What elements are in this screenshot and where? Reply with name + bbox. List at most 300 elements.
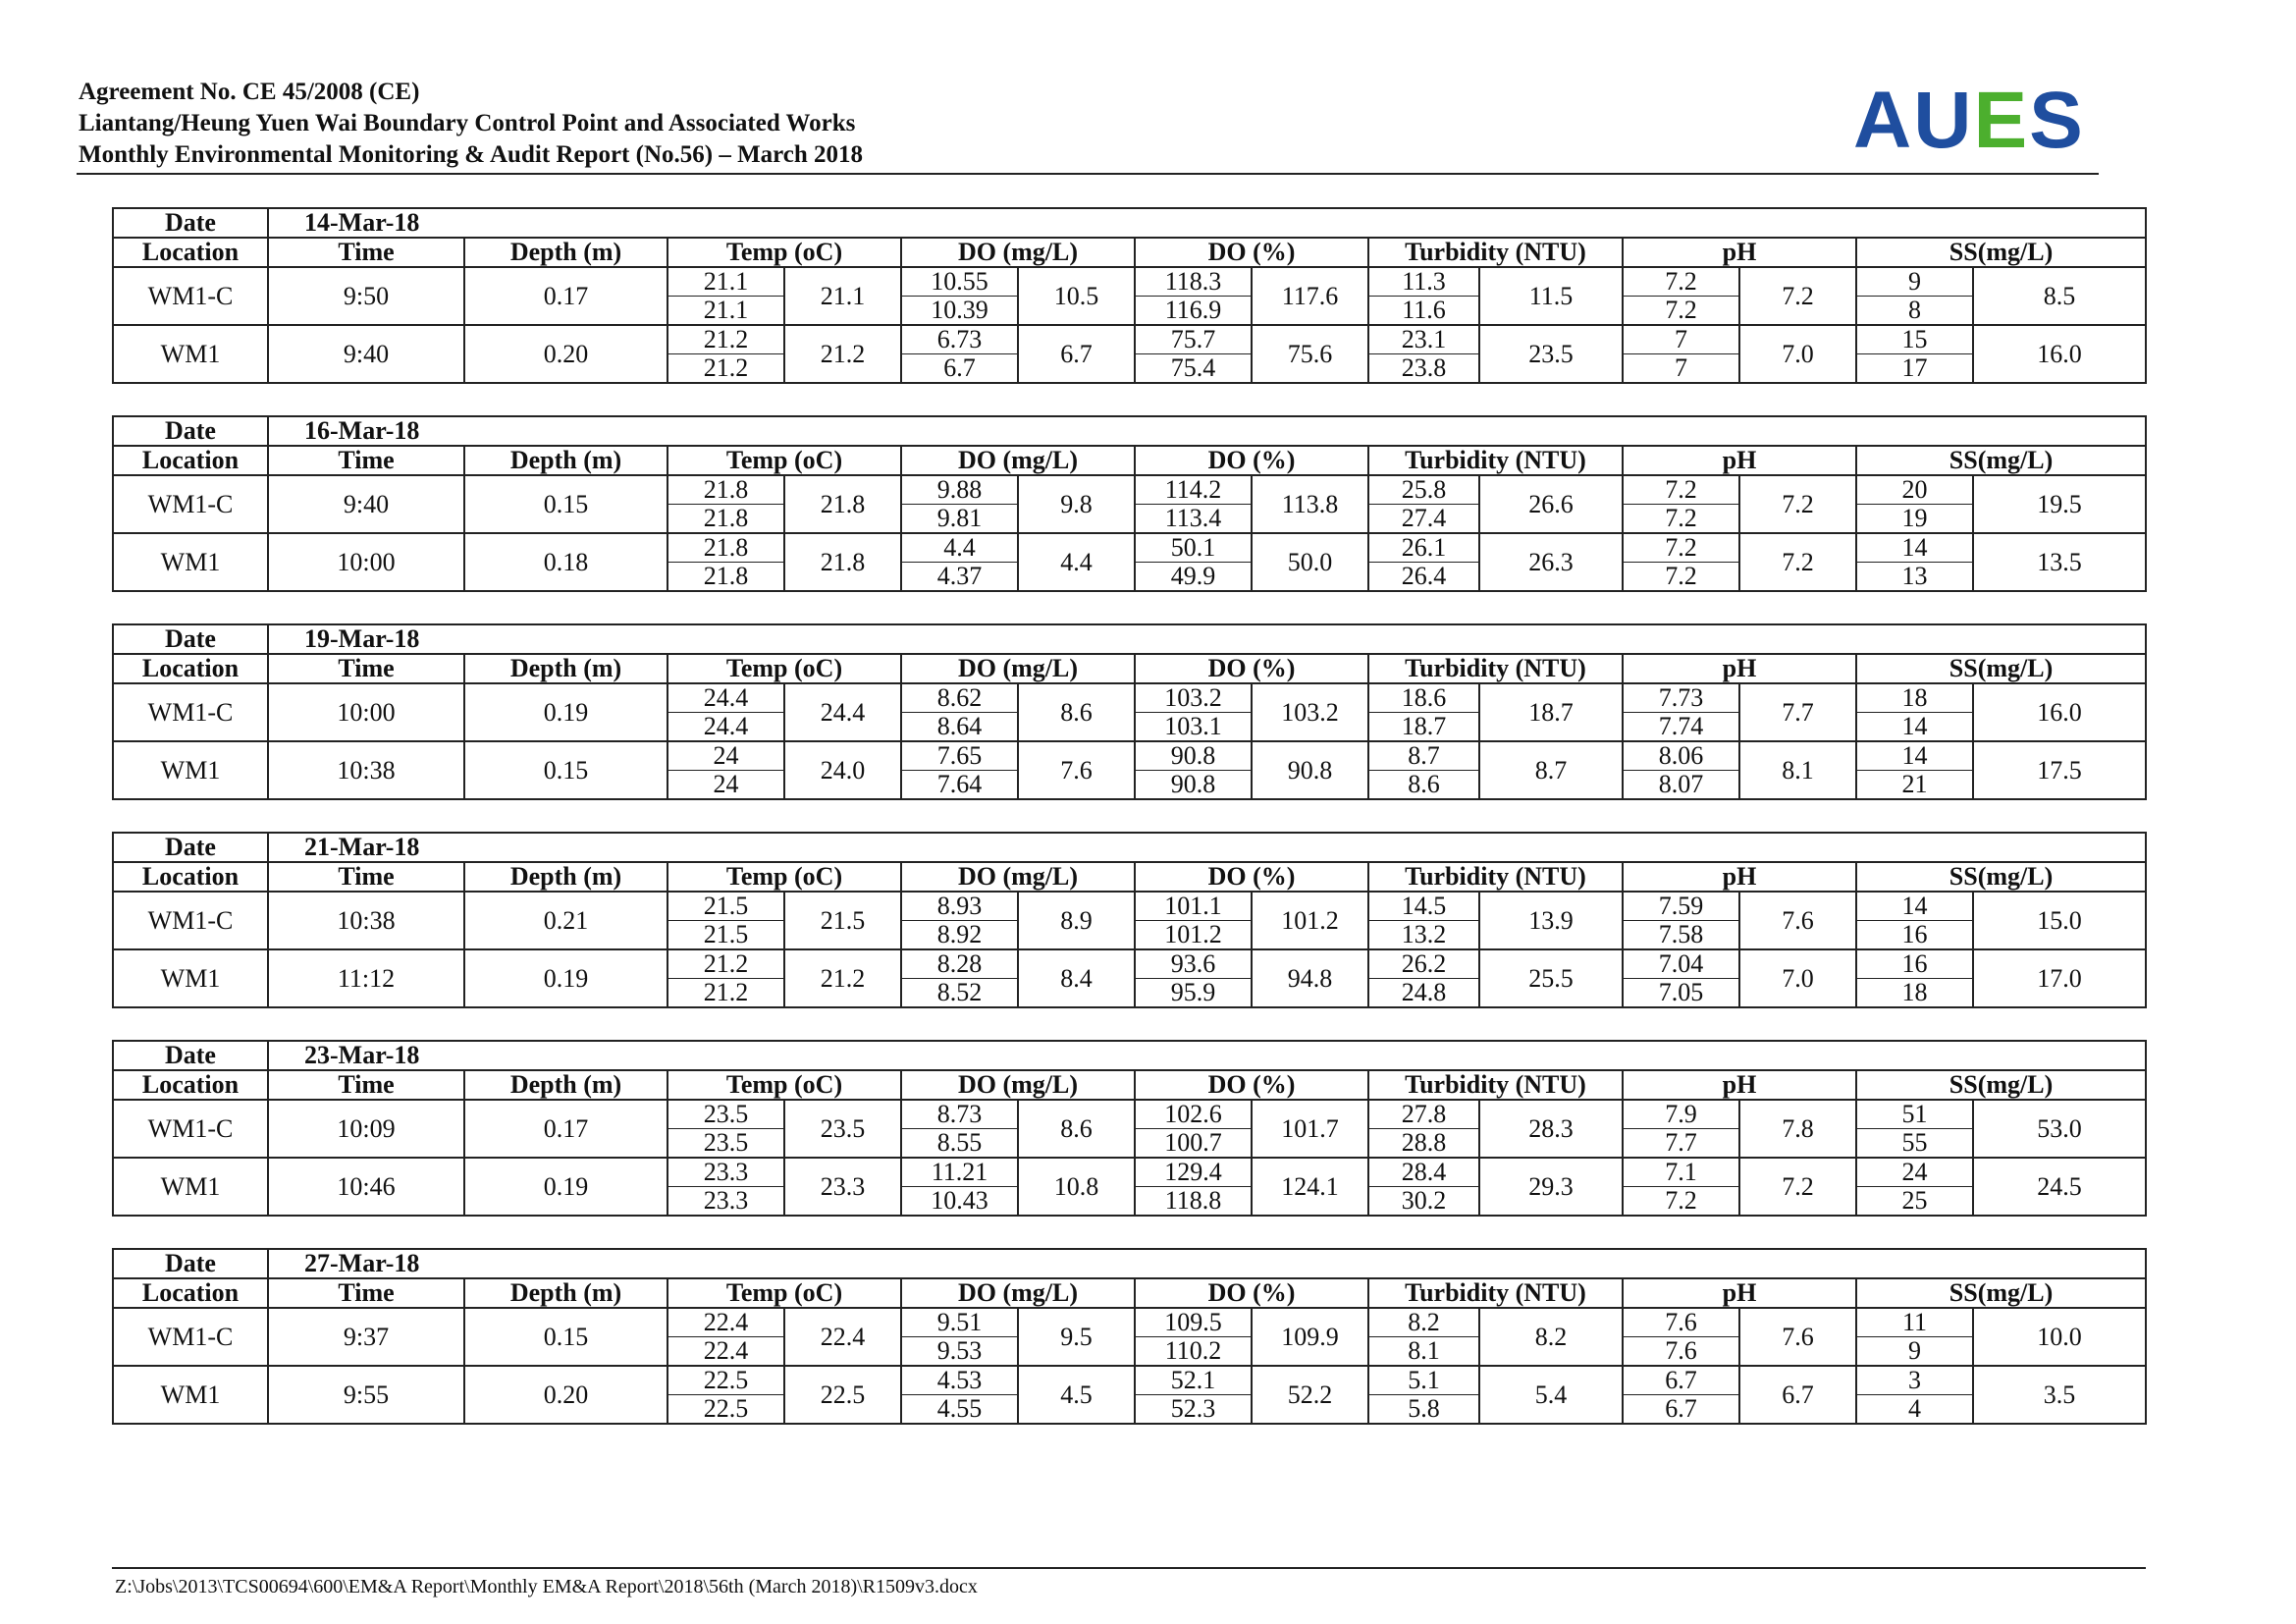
date-label: Date xyxy=(113,1249,268,1278)
turbidity-reading-1: 26.1 xyxy=(1368,533,1479,563)
do-mgl-header: DO (mg/L) xyxy=(901,1070,1135,1100)
table-row xyxy=(113,267,2146,297)
location-cell: WM1 xyxy=(113,1366,268,1424)
location-cell: WM1 xyxy=(113,741,268,799)
do-mgl-reading-2: 7.64 xyxy=(901,771,1018,800)
depth-header: Depth (m) xyxy=(464,1070,667,1100)
temp-reading-1: 21.1 xyxy=(667,267,784,297)
ss-reading-2: 16 xyxy=(1856,921,1973,950)
ph-reading-2: 7.2 xyxy=(1623,563,1739,592)
turbidity-reading-1: 11.3 xyxy=(1368,267,1479,297)
column-header-row xyxy=(113,1278,2146,1308)
do-mgl-reading-1: 9.51 xyxy=(901,1308,1018,1337)
temp-reading-2: 21.8 xyxy=(667,563,784,592)
report-header xyxy=(79,77,2097,171)
time-cell: 10:38 xyxy=(268,892,464,949)
temp-reading-2: 21.8 xyxy=(667,505,784,534)
table-row xyxy=(113,475,2146,505)
table-row xyxy=(113,325,2146,354)
ph-reading-2: 6.7 xyxy=(1623,1395,1739,1425)
do-pct-average: 109.9 xyxy=(1252,1308,1368,1366)
ph-reading-1: 7.59 xyxy=(1623,892,1739,921)
ss-reading-2: 19 xyxy=(1856,505,1973,534)
ss-average: 16.0 xyxy=(1973,683,2146,741)
do-mgl-average: 9.5 xyxy=(1018,1308,1135,1366)
do-pct-average: 124.1 xyxy=(1252,1158,1368,1216)
footer-rule xyxy=(112,1567,2146,1569)
agreement-title: Agreement No. CE 45/2008 (CE) xyxy=(79,79,420,105)
do-pct-average: 50.0 xyxy=(1252,533,1368,591)
turbidity-reading-1: 8.2 xyxy=(1368,1308,1479,1337)
logo-text-s: S xyxy=(2029,76,2085,165)
location-header: Location xyxy=(113,862,268,892)
do-mgl-average: 4.5 xyxy=(1018,1366,1135,1424)
date-row-fill xyxy=(667,833,2146,862)
temp-reading-2: 21.2 xyxy=(667,354,784,384)
temp-reading-2: 21.2 xyxy=(667,979,784,1008)
date-row xyxy=(113,833,2146,862)
table-row xyxy=(113,1100,2146,1129)
do-pct-reading-1: 101.1 xyxy=(1135,892,1252,921)
ss-reading-2: 25 xyxy=(1856,1187,1973,1217)
ss-reading-2: 18 xyxy=(1856,979,1973,1008)
ph-average: 7.2 xyxy=(1739,533,1856,591)
ss-reading-1: 14 xyxy=(1856,892,1973,921)
do-mgl-average: 8.9 xyxy=(1018,892,1135,949)
do-mgl-average: 6.7 xyxy=(1018,325,1135,383)
do-pct-reading-2: 113.4 xyxy=(1135,505,1252,534)
date-row-fill xyxy=(667,416,2146,446)
ss-average: 16.0 xyxy=(1973,325,2146,383)
time-cell: 9:37 xyxy=(268,1308,464,1366)
turbidity-average: 26.6 xyxy=(1479,475,1623,533)
depth-cell: 0.17 xyxy=(464,267,667,325)
do-mgl-reading-2: 9.81 xyxy=(901,505,1018,534)
temp-reading-2: 21.5 xyxy=(667,921,784,950)
location-cell: WM1-C xyxy=(113,683,268,741)
ph-reading-2: 7.6 xyxy=(1623,1337,1739,1367)
temp-reading-2: 22.4 xyxy=(667,1337,784,1367)
temp-average: 22.5 xyxy=(784,1366,901,1424)
date-row xyxy=(113,624,2146,654)
depth-cell: 0.19 xyxy=(464,1158,667,1216)
ph-average: 7.8 xyxy=(1739,1100,1856,1158)
time-cell: 10:38 xyxy=(268,741,464,799)
do-pct-header: DO (%) xyxy=(1135,1070,1368,1100)
ph-reading-1: 6.7 xyxy=(1623,1366,1739,1395)
do-mgl-reading-1: 4.4 xyxy=(901,533,1018,563)
depth-cell: 0.18 xyxy=(464,533,667,591)
do-pct-average: 75.6 xyxy=(1252,325,1368,383)
depth-header: Depth (m) xyxy=(464,238,667,267)
measurement-table xyxy=(112,832,2147,1008)
ss-reading-2: 4 xyxy=(1856,1395,1973,1425)
do-mgl-reading-1: 8.93 xyxy=(901,892,1018,921)
measurement-table xyxy=(112,207,2147,384)
ph-average: 7.0 xyxy=(1739,949,1856,1007)
do-mgl-average: 7.6 xyxy=(1018,741,1135,799)
ss-header: SS(mg/L) xyxy=(1856,238,2146,267)
turbidity-reading-1: 5.1 xyxy=(1368,1366,1479,1395)
do-pct-header: DO (%) xyxy=(1135,238,1368,267)
turbidity-average: 11.5 xyxy=(1479,267,1623,325)
temp-reading-1: 21.8 xyxy=(667,533,784,563)
temp-header: Temp (oC) xyxy=(667,446,901,475)
ss-reading-1: 11 xyxy=(1856,1308,1973,1337)
ph-header: pH xyxy=(1623,1278,1856,1308)
turbidity-reading-2: 26.4 xyxy=(1368,563,1479,592)
ph-average: 8.1 xyxy=(1739,741,1856,799)
ph-header: pH xyxy=(1623,654,1856,683)
do-mgl-average: 9.8 xyxy=(1018,475,1135,533)
do-pct-reading-2: 100.7 xyxy=(1135,1129,1252,1159)
temp-average: 21.8 xyxy=(784,475,901,533)
temp-header: Temp (oC) xyxy=(667,1070,901,1100)
temp-reading-1: 21.5 xyxy=(667,892,784,921)
depth-cell: 0.15 xyxy=(464,741,667,799)
do-mgl-reading-2: 10.39 xyxy=(901,297,1018,326)
time-cell: 10:00 xyxy=(268,533,464,591)
ss-reading-1: 14 xyxy=(1856,533,1973,563)
turbidity-reading-1: 14.5 xyxy=(1368,892,1479,921)
table-row xyxy=(113,683,2146,713)
date-row xyxy=(113,1041,2146,1070)
ph-average: 7.0 xyxy=(1739,325,1856,383)
temp-reading-1: 24.4 xyxy=(667,683,784,713)
ph-average: 7.2 xyxy=(1739,1158,1856,1216)
temp-reading-2: 23.3 xyxy=(667,1187,784,1217)
do-mgl-average: 4.4 xyxy=(1018,533,1135,591)
temp-reading-1: 21.2 xyxy=(667,949,784,979)
turbidity-average: 18.7 xyxy=(1479,683,1623,741)
temp-reading-1: 23.3 xyxy=(667,1158,784,1187)
ph-average: 7.6 xyxy=(1739,892,1856,949)
turbidity-reading-1: 23.1 xyxy=(1368,325,1479,354)
time-cell: 11:12 xyxy=(268,949,464,1007)
ph-average: 7.6 xyxy=(1739,1308,1856,1366)
location-cell: WM1 xyxy=(113,949,268,1007)
date-row-fill xyxy=(667,1041,2146,1070)
location-cell: WM1-C xyxy=(113,1100,268,1158)
date-label: Date xyxy=(113,833,268,862)
time-cell: 9:50 xyxy=(268,267,464,325)
table-row xyxy=(113,1366,2146,1395)
do-pct-average: 101.2 xyxy=(1252,892,1368,949)
do-pct-reading-2: 52.3 xyxy=(1135,1395,1252,1425)
depth-header: Depth (m) xyxy=(464,862,667,892)
date-row xyxy=(113,416,2146,446)
date-row xyxy=(113,1249,2146,1278)
do-mgl-average: 8.4 xyxy=(1018,949,1135,1007)
do-pct-reading-2: 110.2 xyxy=(1135,1337,1252,1367)
do-pct-reading-1: 114.2 xyxy=(1135,475,1252,505)
time-cell: 10:46 xyxy=(268,1158,464,1216)
location-cell: WM1-C xyxy=(113,892,268,949)
ss-average: 15.0 xyxy=(1973,892,2146,949)
do-mgl-header: DO (mg/L) xyxy=(901,1278,1135,1308)
do-pct-average: 52.2 xyxy=(1252,1366,1368,1424)
location-cell: WM1-C xyxy=(113,1308,268,1366)
do-pct-reading-1: 75.7 xyxy=(1135,325,1252,354)
turbidity-average: 28.3 xyxy=(1479,1100,1623,1158)
do-pct-reading-1: 52.1 xyxy=(1135,1366,1252,1395)
do-mgl-average: 10.5 xyxy=(1018,267,1135,325)
do-pct-reading-1: 90.8 xyxy=(1135,741,1252,771)
turbidity-average: 25.5 xyxy=(1479,949,1623,1007)
temp-header: Temp (oC) xyxy=(667,238,901,267)
turbidity-reading-2: 8.6 xyxy=(1368,771,1479,800)
table-row xyxy=(113,741,2146,771)
date-row xyxy=(113,208,2146,238)
do-pct-reading-1: 109.5 xyxy=(1135,1308,1252,1337)
time-cell: 9:55 xyxy=(268,1366,464,1424)
do-pct-header: DO (%) xyxy=(1135,654,1368,683)
ss-reading-2: 13 xyxy=(1856,563,1973,592)
do-pct-reading-2: 49.9 xyxy=(1135,563,1252,592)
temp-average: 23.5 xyxy=(784,1100,901,1158)
temp-reading-1: 22.5 xyxy=(667,1366,784,1395)
ss-header: SS(mg/L) xyxy=(1856,654,2146,683)
do-pct-header: DO (%) xyxy=(1135,1278,1368,1308)
ph-reading-1: 7.04 xyxy=(1623,949,1739,979)
footer-file-path: Z:\Jobs\2013\TCS00694\600\EM&A Report\Monthly EM&A Report\2018\56th (March 2018)\R1509v3.docx xyxy=(115,1576,978,1597)
measurement-table xyxy=(112,623,2147,800)
do-mgl-reading-2: 8.52 xyxy=(901,979,1018,1008)
ss-average: 53.0 xyxy=(1973,1100,2146,1158)
do-pct-reading-1: 50.1 xyxy=(1135,533,1252,563)
ph-reading-2: 7.2 xyxy=(1623,297,1739,326)
ss-average: 19.5 xyxy=(1973,475,2146,533)
date-value: 27-Mar-18 xyxy=(268,1249,667,1278)
do-pct-reading-2: 75.4 xyxy=(1135,354,1252,384)
do-mgl-reading-2: 8.64 xyxy=(901,713,1018,742)
depth-cell: 0.19 xyxy=(464,949,667,1007)
do-mgl-reading-1: 9.88 xyxy=(901,475,1018,505)
date-row-fill xyxy=(667,624,2146,654)
ph-reading-2: 7.05 xyxy=(1623,979,1739,1008)
logo-text-e: E xyxy=(1973,76,2030,165)
temp-reading-1: 22.4 xyxy=(667,1308,784,1337)
do-pct-reading-2: 90.8 xyxy=(1135,771,1252,800)
turbidity-average: 26.3 xyxy=(1479,533,1623,591)
ph-average: 6.7 xyxy=(1739,1366,1856,1424)
do-pct-reading-1: 93.6 xyxy=(1135,949,1252,979)
depth-cell: 0.21 xyxy=(464,892,667,949)
table-row xyxy=(113,1308,2146,1337)
ss-average: 24.5 xyxy=(1973,1158,2146,1216)
do-mgl-reading-1: 7.65 xyxy=(901,741,1018,771)
ss-reading-1: 9 xyxy=(1856,267,1973,297)
temp-reading-2: 24 xyxy=(667,771,784,800)
ss-average: 17.5 xyxy=(1973,741,2146,799)
do-mgl-average: 10.8 xyxy=(1018,1158,1135,1216)
ss-header: SS(mg/L) xyxy=(1856,446,2146,475)
do-pct-header: DO (%) xyxy=(1135,446,1368,475)
turbidity-reading-2: 18.7 xyxy=(1368,713,1479,742)
temp-average: 21.5 xyxy=(784,892,901,949)
ph-reading-2: 8.07 xyxy=(1623,771,1739,800)
turbidity-reading-1: 27.8 xyxy=(1368,1100,1479,1129)
ph-average: 7.7 xyxy=(1739,683,1856,741)
turbidity-reading-2: 23.8 xyxy=(1368,354,1479,384)
ss-average: 10.0 xyxy=(1973,1308,2146,1366)
ph-reading-1: 7.6 xyxy=(1623,1308,1739,1337)
depth-header: Depth (m) xyxy=(464,1278,667,1308)
ph-header: pH xyxy=(1623,1070,1856,1100)
time-header: Time xyxy=(268,654,464,683)
do-mgl-reading-1: 11.21 xyxy=(901,1158,1018,1187)
do-pct-reading-2: 95.9 xyxy=(1135,979,1252,1008)
do-mgl-reading-2: 4.37 xyxy=(901,563,1018,592)
time-header: Time xyxy=(268,238,464,267)
ss-average: 17.0 xyxy=(1973,949,2146,1007)
do-mgl-reading-1: 8.73 xyxy=(901,1100,1018,1129)
time-cell: 10:09 xyxy=(268,1100,464,1158)
do-mgl-reading-2: 10.43 xyxy=(901,1187,1018,1217)
time-cell: 9:40 xyxy=(268,475,464,533)
ss-reading-1: 3 xyxy=(1856,1366,1973,1395)
ss-reading-2: 17 xyxy=(1856,354,1973,384)
table-row xyxy=(113,949,2146,979)
ph-reading-1: 7.9 xyxy=(1623,1100,1739,1129)
do-pct-reading-1: 102.6 xyxy=(1135,1100,1252,1129)
turbidity-average: 29.3 xyxy=(1479,1158,1623,1216)
temp-average: 22.4 xyxy=(784,1308,901,1366)
date-value: 23-Mar-18 xyxy=(268,1041,667,1070)
turbidity-average: 8.7 xyxy=(1479,741,1623,799)
time-cell: 9:40 xyxy=(268,325,464,383)
temp-average: 21.1 xyxy=(784,267,901,325)
column-header-row xyxy=(113,238,2146,267)
do-pct-average: 94.8 xyxy=(1252,949,1368,1007)
do-pct-reading-2: 101.2 xyxy=(1135,921,1252,950)
ph-reading-1: 7.2 xyxy=(1623,533,1739,563)
ss-reading-1: 20 xyxy=(1856,475,1973,505)
column-header-row xyxy=(113,862,2146,892)
measurement-table xyxy=(112,1040,2147,1217)
table-row xyxy=(113,892,2146,921)
do-mgl-reading-1: 6.73 xyxy=(901,325,1018,354)
temp-average: 21.2 xyxy=(784,949,901,1007)
do-mgl-reading-2: 8.55 xyxy=(901,1129,1018,1159)
turbidity-reading-1: 26.2 xyxy=(1368,949,1479,979)
time-header: Time xyxy=(268,446,464,475)
location-cell: WM1-C xyxy=(113,267,268,325)
column-header-row xyxy=(113,654,2146,683)
temp-reading-1: 21.2 xyxy=(667,325,784,354)
do-mgl-reading-1: 10.55 xyxy=(901,267,1018,297)
do-pct-average: 117.6 xyxy=(1252,267,1368,325)
temp-header: Temp (oC) xyxy=(667,1278,901,1308)
time-cell: 10:00 xyxy=(268,683,464,741)
ph-header: pH xyxy=(1623,446,1856,475)
depth-header: Depth (m) xyxy=(464,446,667,475)
temp-reading-1: 21.8 xyxy=(667,475,784,505)
do-pct-average: 101.7 xyxy=(1252,1100,1368,1158)
temp-average: 21.2 xyxy=(784,325,901,383)
do-mgl-reading-1: 8.28 xyxy=(901,949,1018,979)
do-mgl-average: 8.6 xyxy=(1018,683,1135,741)
do-pct-average: 113.8 xyxy=(1252,475,1368,533)
depth-cell: 0.19 xyxy=(464,683,667,741)
turbidity-header: Turbidity (NTU) xyxy=(1368,238,1623,267)
temp-reading-1: 23.5 xyxy=(667,1100,784,1129)
location-header: Location xyxy=(113,1070,268,1100)
ph-reading-2: 7.2 xyxy=(1623,505,1739,534)
do-mgl-reading-2: 4.55 xyxy=(901,1395,1018,1425)
date-value: 16-Mar-18 xyxy=(268,416,667,446)
depth-header: Depth (m) xyxy=(464,654,667,683)
location-cell: WM1 xyxy=(113,325,268,383)
depth-cell: 0.15 xyxy=(464,475,667,533)
column-header-row xyxy=(113,446,2146,475)
ph-average: 7.2 xyxy=(1739,475,1856,533)
turbidity-average: 8.2 xyxy=(1479,1308,1623,1366)
ss-reading-2: 9 xyxy=(1856,1337,1973,1367)
turbidity-average: 5.4 xyxy=(1479,1366,1623,1424)
ph-header: pH xyxy=(1623,862,1856,892)
do-mgl-header: DO (mg/L) xyxy=(901,446,1135,475)
location-header: Location xyxy=(113,654,268,683)
ph-header: pH xyxy=(1623,238,1856,267)
ss-reading-2: 21 xyxy=(1856,771,1973,800)
ph-reading-2: 7.2 xyxy=(1623,1187,1739,1217)
turbidity-reading-2: 5.8 xyxy=(1368,1395,1479,1425)
do-pct-average: 103.2 xyxy=(1252,683,1368,741)
date-label: Date xyxy=(113,208,268,238)
turbidity-reading-2: 28.8 xyxy=(1368,1129,1479,1159)
ph-reading-1: 8.06 xyxy=(1623,741,1739,771)
ss-header: SS(mg/L) xyxy=(1856,862,2146,892)
ph-reading-2: 7.7 xyxy=(1623,1129,1739,1159)
ss-reading-1: 18 xyxy=(1856,683,1973,713)
header-rule xyxy=(77,173,2099,175)
do-mgl-average: 8.6 xyxy=(1018,1100,1135,1158)
location-cell: WM1 xyxy=(113,1158,268,1216)
ss-reading-2: 14 xyxy=(1856,713,1973,742)
turbidity-reading-2: 11.6 xyxy=(1368,297,1479,326)
ss-reading-2: 8 xyxy=(1856,297,1973,326)
ph-reading-1: 7.2 xyxy=(1623,475,1739,505)
turbidity-header: Turbidity (NTU) xyxy=(1368,1070,1623,1100)
column-header-row xyxy=(113,1070,2146,1100)
date-label: Date xyxy=(113,1041,268,1070)
project-title: Liantang/Heung Yuen Wai Boundary Control Point and Associated Works xyxy=(79,110,856,136)
ph-average: 7.2 xyxy=(1739,267,1856,325)
do-mgl-reading-2: 9.53 xyxy=(901,1337,1018,1367)
ph-reading-2: 7.74 xyxy=(1623,713,1739,742)
temp-average: 24.4 xyxy=(784,683,901,741)
turbidity-reading-1: 18.6 xyxy=(1368,683,1479,713)
do-pct-header: DO (%) xyxy=(1135,862,1368,892)
location-cell: WM1-C xyxy=(113,475,268,533)
table-row xyxy=(113,1158,2146,1187)
ss-header: SS(mg/L) xyxy=(1856,1070,2146,1100)
ss-reading-2: 55 xyxy=(1856,1129,1973,1159)
ph-reading-1: 7.73 xyxy=(1623,683,1739,713)
temp-average: 24.0 xyxy=(784,741,901,799)
ph-reading-1: 7.1 xyxy=(1623,1158,1739,1187)
temp-average: 21.8 xyxy=(784,533,901,591)
turbidity-header: Turbidity (NTU) xyxy=(1368,1278,1623,1308)
do-mgl-reading-2: 6.7 xyxy=(901,354,1018,384)
ss-reading-1: 15 xyxy=(1856,325,1973,354)
ph-reading-1: 7 xyxy=(1623,325,1739,354)
do-mgl-reading-2: 8.92 xyxy=(901,921,1018,950)
depth-cell: 0.17 xyxy=(464,1100,667,1158)
turbidity-header: Turbidity (NTU) xyxy=(1368,446,1623,475)
date-row-fill xyxy=(667,1249,2146,1278)
